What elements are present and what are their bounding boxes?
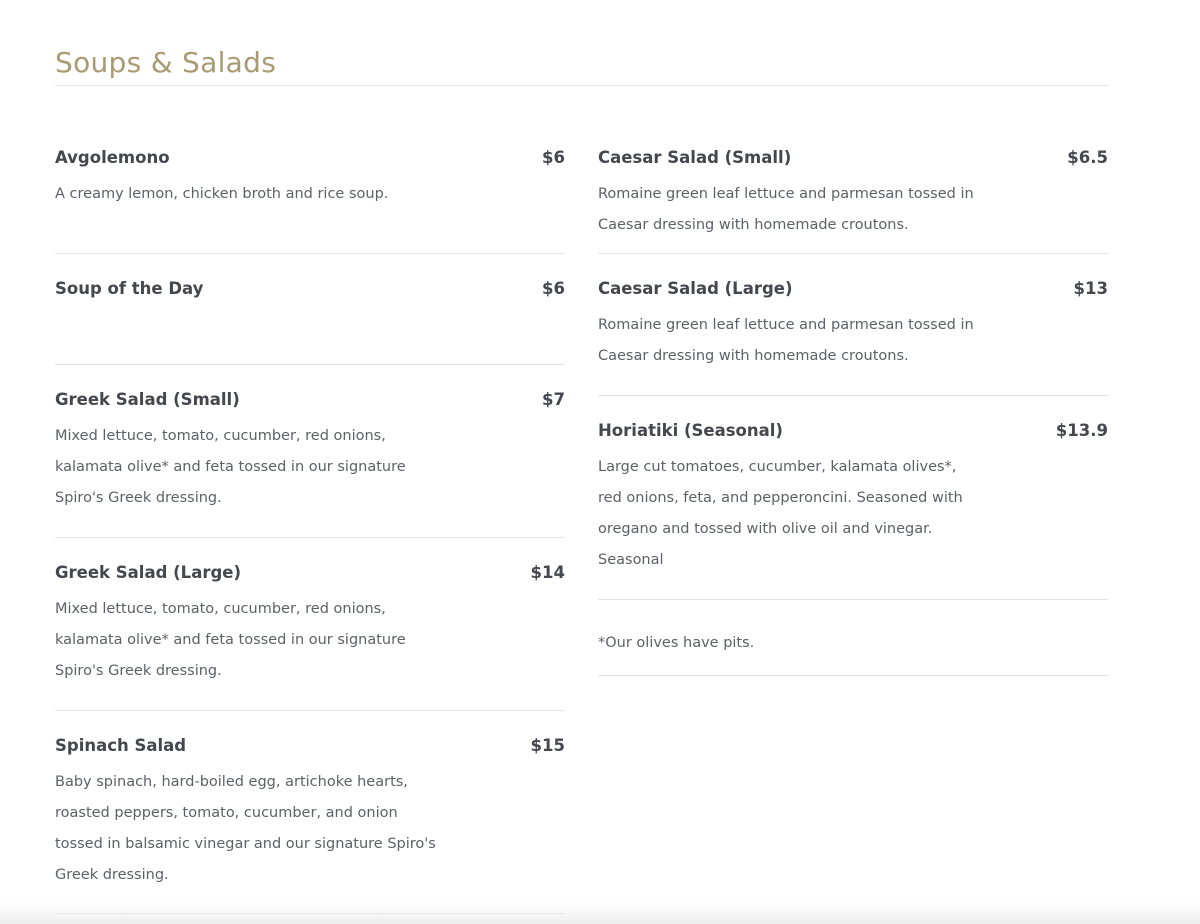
menu-item-horiatiki-seasonal [598, 396, 1108, 600]
olives-footnote [598, 600, 1108, 676]
menu-item-name: Caesar Salad (Small) [598, 148, 792, 167]
menu-item-name: Soup of the Day [55, 279, 204, 298]
menu-item-price: $6 [542, 279, 565, 298]
section-title: Soups & Salads [55, 46, 277, 79]
footnote-text: *Our olives have pits. [598, 635, 755, 651]
menu-item-price: $13 [1073, 279, 1108, 298]
menu-item-name: Greek Salad (Small) [55, 390, 240, 409]
menu-column-left [55, 123, 565, 914]
menu-item-description: Romaine green leaf lettuce and parmesan tossed in Caesar dressing with homemade croutons. [598, 317, 974, 364]
menu-item-price: $14 [530, 563, 565, 582]
menu-item-name: Avgolemono [55, 148, 170, 167]
menu-item-description: A creamy lemon, chicken broth and rice soup. [55, 186, 389, 202]
menu-item-greek-salad-small [55, 365, 565, 538]
menu-item-spinach-salad [55, 711, 565, 914]
menu-item-name: Horiatiki (Seasonal) [598, 421, 783, 440]
menu-item-description: Mixed lettuce, tomato, cucumber, red onions, kalamata olive* and feta tossed in our signature Spiro's Greek dressing. [55, 601, 406, 679]
menu-item-description: Mixed lettuce, tomato, cucumber, red onions, kalamata olive* and feta tossed in our signature Spiro's Greek dressing. [55, 428, 406, 506]
menu-item-caesar-salad-large [598, 254, 1108, 396]
menu-column-right [598, 123, 1108, 676]
menu-item-name: Caesar Salad (Large) [598, 279, 793, 298]
menu-item-price: $6.5 [1067, 148, 1108, 167]
bottom-fade [0, 902, 1200, 924]
menu-item-description: Romaine green leaf lettuce and parmesan tossed in Caesar dressing with homemade croutons. [598, 186, 974, 233]
menu-item-name: Spinach Salad [55, 736, 187, 755]
menu-item-price: $13.9 [1055, 421, 1108, 440]
menu-item-price: $15 [530, 736, 565, 755]
menu-item-price: $7 [542, 390, 565, 409]
menu-item-greek-salad-large [55, 538, 565, 711]
menu-item-avgolemono [55, 123, 565, 254]
menu-item-description: Baby spinach, hard-boiled egg, artichoke hearts, roasted peppers, tomato, cucumber, and onion tossed in balsamic vinegar and our signature Spiro's Greek dressing. [55, 774, 436, 883]
menu-item-soup-of-the-day [55, 254, 565, 365]
menu-item-name: Greek Salad (Large) [55, 563, 242, 582]
menu-item-price: $6 [542, 148, 565, 167]
menu-item-caesar-salad-small [598, 123, 1108, 254]
menu-item-description: Large cut tomatoes, cucumber, kalamata olives*, red onions, feta, and pepperoncini. Seasoned with oregano and tossed with olive oil and vinegar. Seasonal [598, 459, 963, 568]
section-title-divider [55, 85, 1108, 86]
